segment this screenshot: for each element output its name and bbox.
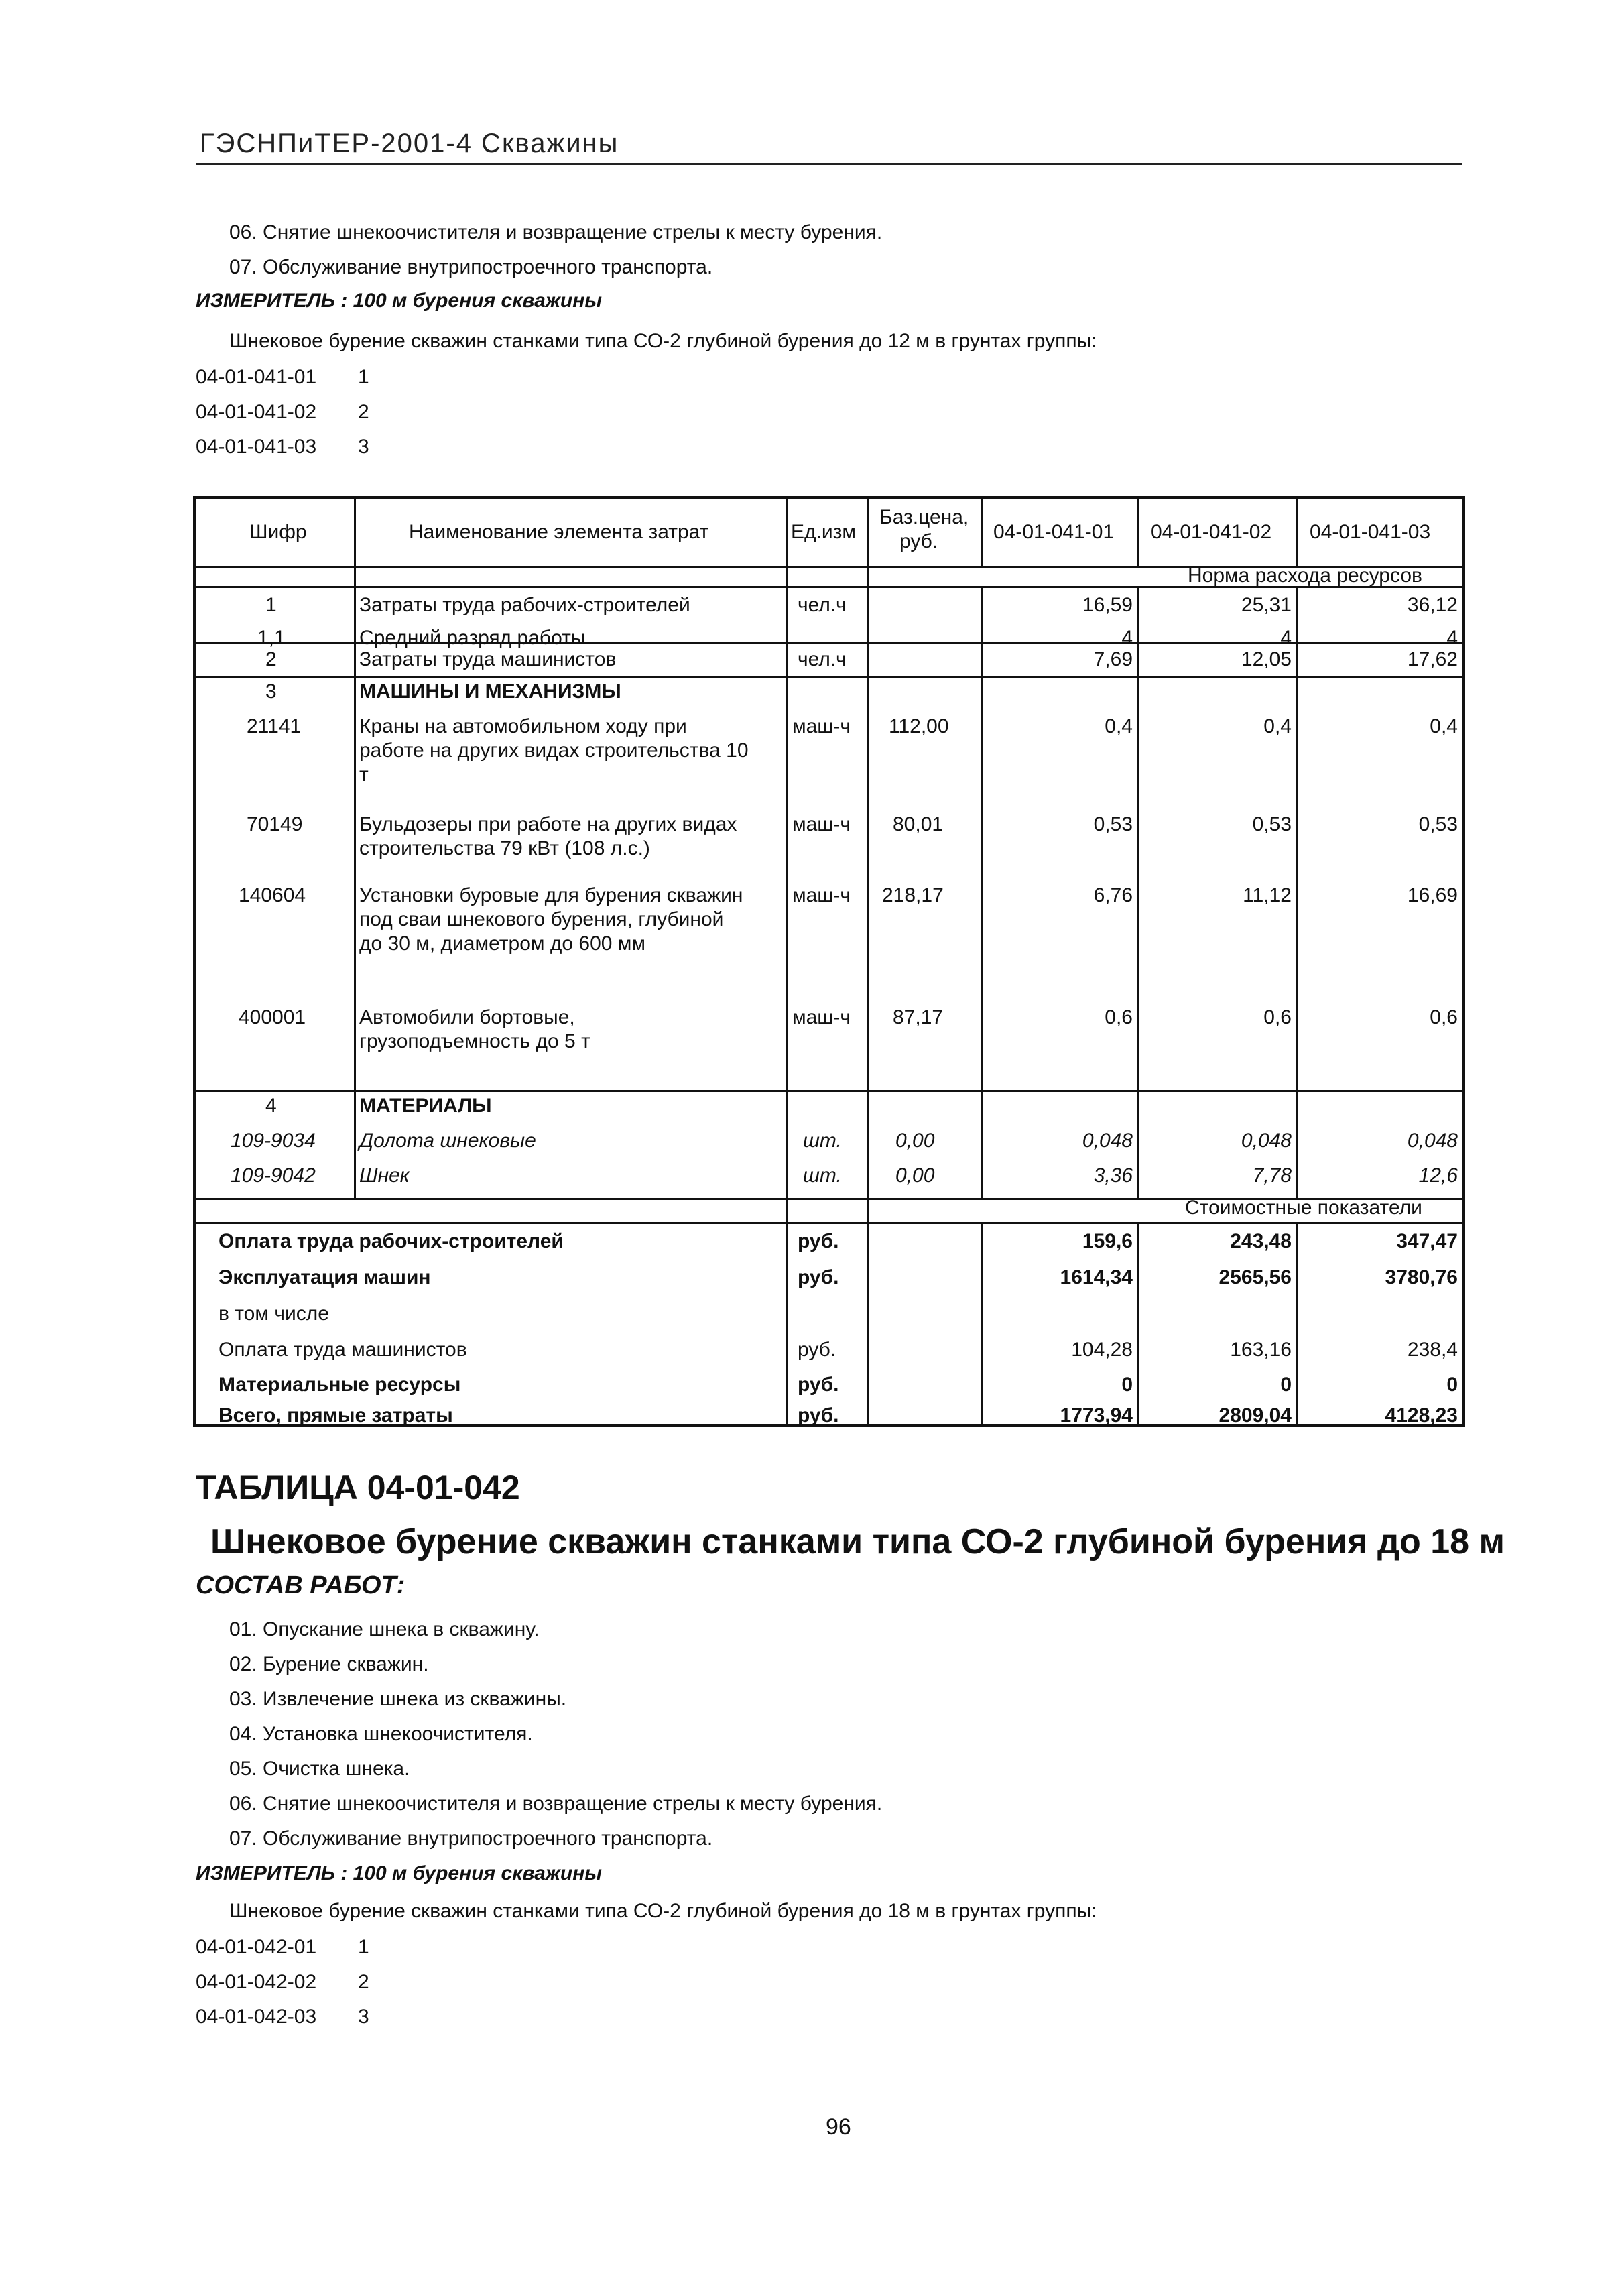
row-name: Бульдозеры при работе на других видах xyxy=(359,813,737,835)
code-group: 1 xyxy=(358,1936,369,1958)
cost-name: Эксплуатация машин xyxy=(219,1266,431,1288)
row-value-col2: 7,78 xyxy=(1252,1164,1292,1187)
document-header-title: ГЭСНПиТЕР-2001-4 Скважины xyxy=(200,129,619,158)
row-unit: маш-ч xyxy=(792,884,851,906)
row-value-col1: 16,59 xyxy=(1082,594,1133,616)
code-group: 2 xyxy=(358,1971,369,1993)
code-group: 1 xyxy=(358,366,369,388)
cost-value-col3: 0 xyxy=(1446,1374,1458,1396)
work-composition-label: СОСТАВ РАБОТ: xyxy=(196,1571,406,1599)
row-value-col2: 25,31 xyxy=(1241,594,1292,616)
col-divider xyxy=(981,499,983,566)
row-name: Средний разряд работы xyxy=(359,627,586,649)
row-price: 0,00 xyxy=(895,1164,935,1187)
col-divider xyxy=(1296,1222,1298,1427)
row-value-col3: 0,048 xyxy=(1407,1130,1458,1152)
cost-value-col2: 243,48 xyxy=(1230,1230,1292,1252)
row-price: 112,00 xyxy=(889,715,949,737)
cost-unit: руб. xyxy=(798,1374,839,1396)
row-code: 70149 xyxy=(247,813,303,835)
row-unit: чел.ч xyxy=(798,594,847,616)
work-item: 01. Опускание шнека в скважину. xyxy=(229,1618,540,1640)
row-name-cont: работе на других видах строительства 10 xyxy=(359,739,749,762)
row-value-col2: 0,6 xyxy=(1263,1006,1292,1028)
row-code: 400001 xyxy=(239,1006,306,1028)
section-machines: МАШИНЫ И МЕХАНИЗМЫ xyxy=(359,680,621,703)
row-value-col3: 36,12 xyxy=(1407,594,1458,616)
header-col1: 04-01-041-01 xyxy=(993,521,1115,543)
row-value-col1: 0,048 xyxy=(1082,1130,1133,1152)
row-value-col3: 16,69 xyxy=(1407,884,1458,906)
row-unit: шт. xyxy=(803,1130,842,1152)
row-divider xyxy=(196,1090,1462,1092)
row-name: Краны на автомобильном ходу при xyxy=(359,715,687,737)
cost-unit: руб. xyxy=(798,1404,839,1427)
header-price: Баз.цена, xyxy=(879,506,969,528)
cost-value-col3: 238,4 xyxy=(1407,1339,1458,1361)
row-price: 87,17 xyxy=(893,1006,944,1028)
row-divider xyxy=(196,1222,1462,1224)
description-line: Шнековое бурение скважин станками типа СО-2 глубиной бурения до 12 м в грунтах группы: xyxy=(229,330,1097,352)
cost-value-col3: 4128,23 xyxy=(1385,1404,1458,1427)
col-divider xyxy=(1137,1222,1139,1427)
work-item: 07. Обслуживание внутрипостроечного транспорта. xyxy=(229,1827,713,1850)
row-value-col2: 11,12 xyxy=(1243,884,1292,906)
row-name-cont: до 30 м, диаметром до 600 мм xyxy=(359,932,646,955)
row-name: Шнек xyxy=(359,1164,410,1187)
header-code: Шифр xyxy=(249,521,307,543)
work-item: 05. Очистка шнека. xyxy=(229,1758,410,1780)
row-divider xyxy=(196,676,1462,678)
page-number: 96 xyxy=(826,2114,851,2140)
row-value-col3: 4 xyxy=(1446,627,1458,649)
row-name-cont: т xyxy=(359,764,369,786)
row-value-col3: 0,4 xyxy=(1430,715,1458,737)
row-code: 1 xyxy=(265,594,277,616)
row-name: Установки буровые для бурения скважин xyxy=(359,884,743,906)
row-name: Долота шнековые xyxy=(359,1130,536,1152)
row-value-col2: 0,53 xyxy=(1252,813,1292,835)
row-price: 218,17 xyxy=(882,884,944,906)
row-code: 4 xyxy=(265,1095,277,1117)
code-item: 04-01-041-02 xyxy=(196,401,317,423)
row-value-col1: 0,4 xyxy=(1105,715,1133,737)
row-code: 109-9034 xyxy=(231,1130,316,1152)
row-value-col1: 3,36 xyxy=(1093,1164,1133,1187)
cost-value-col2: 2809,04 xyxy=(1219,1404,1292,1427)
cost-name: Оплата труда рабочих-строителей xyxy=(219,1230,564,1252)
cost-value-col1: 1773,94 xyxy=(1060,1404,1133,1427)
cost-name: Оплата труда машинистов xyxy=(219,1339,467,1361)
row-value-col1: 4 xyxy=(1121,627,1133,649)
cost-value-col1: 104,28 xyxy=(1071,1339,1133,1361)
row-value-col1: 7,69 xyxy=(1093,648,1133,670)
row-unit: маш-ч xyxy=(792,715,851,737)
row-value-col3: 12,6 xyxy=(1418,1164,1458,1187)
intro-line-07: 07. Обслуживание внутрипостроечного транспорта. xyxy=(229,256,713,278)
work-item: 04. Установка шнекоочистителя. xyxy=(229,1723,533,1745)
cost-name: Материальные ресурсы xyxy=(219,1374,461,1396)
col-divider xyxy=(786,499,788,1427)
row-code: 21141 xyxy=(247,715,302,737)
measure-line: ИЗМЕРИТЕЛЬ : 100 м бурения скважины xyxy=(196,1862,602,1884)
work-item: 02. Бурение скважин. xyxy=(229,1653,429,1675)
row-code: 140604 xyxy=(239,884,306,906)
header-name: Наименование элемента затрат xyxy=(409,521,709,543)
row-code: 1,1 xyxy=(257,627,286,649)
row-code: 109-9042 xyxy=(231,1164,316,1187)
row-price: 0,00 xyxy=(895,1130,935,1152)
description-line: Шнековое бурение скважин станками типа СО-2 глубиной бурения до 18 м в грунтах группы: xyxy=(229,1900,1097,1922)
row-value-col1: 0,53 xyxy=(1093,813,1133,835)
cost-value-col1: 1614,34 xyxy=(1060,1266,1133,1288)
cost-value-col3: 3780,76 xyxy=(1385,1266,1458,1288)
cost-value-col1: 0 xyxy=(1121,1374,1133,1396)
row-unit: маш-ч xyxy=(792,1006,851,1028)
measure-line: ИЗМЕРИТЕЛЬ : 100 м бурения скважины xyxy=(196,290,602,312)
col-divider xyxy=(354,499,356,1198)
cost-value-col2: 2565,56 xyxy=(1219,1266,1292,1288)
section-materials: МАТЕРИАЛЫ xyxy=(359,1095,492,1117)
row-value-col2: 4 xyxy=(1280,627,1292,649)
header-rule xyxy=(196,163,1462,165)
row-name: Автомобили бортовые, xyxy=(359,1006,575,1028)
row-price: 80,01 xyxy=(893,813,944,835)
header-unit: Ед.изм xyxy=(791,521,856,543)
row-name-cont: под сваи шнекового бурения, глубиной xyxy=(359,908,724,930)
cost-unit: руб. xyxy=(798,1266,839,1288)
col-divider xyxy=(1296,499,1298,566)
resource-table xyxy=(193,496,1465,1427)
row-value-col3: 17,62 xyxy=(1407,648,1458,670)
cost-value-col1: 159,6 xyxy=(1082,1230,1133,1252)
row-code: 2 xyxy=(265,648,277,670)
code-item: 04-01-041-01 xyxy=(196,366,317,388)
cost-value-col3: 347,47 xyxy=(1396,1230,1458,1252)
col-divider xyxy=(981,1222,983,1427)
cost-subheading: в том числе xyxy=(219,1303,329,1325)
row-value-col1: 0,6 xyxy=(1105,1006,1133,1028)
code-item: 04-01-042-02 xyxy=(196,1971,317,1993)
cost-label: Стоимостные показатели xyxy=(1185,1197,1422,1219)
intro-line-06: 06. Снятие шнекоочистителя и возвращение стрелы к месту бурения. xyxy=(229,221,883,243)
code-group: 3 xyxy=(358,436,369,458)
row-value-col1: 6,76 xyxy=(1093,884,1133,906)
code-item: 04-01-042-03 xyxy=(196,2006,317,2028)
col-divider xyxy=(867,499,869,1427)
row-code: 3 xyxy=(265,680,277,703)
cost-value-col2: 0 xyxy=(1280,1374,1292,1396)
work-item: 03. Извлечение шнека из скважины. xyxy=(229,1688,567,1710)
row-value-col2: 0,4 xyxy=(1263,715,1292,737)
norm-label: Норма расхода ресурсов xyxy=(1188,564,1422,587)
row-name: Затраты труда машинистов xyxy=(359,648,617,670)
col-divider xyxy=(1137,499,1139,566)
code-item: 04-01-041-03 xyxy=(196,436,317,458)
work-item: 06. Снятие шнекоочистителя и возвращение стрелы к месту бурения. xyxy=(229,1793,883,1815)
header-col3: 04-01-041-03 xyxy=(1310,521,1431,543)
cost-unit: руб. xyxy=(798,1339,836,1361)
row-unit: шт. xyxy=(803,1164,842,1187)
row-unit: маш-ч xyxy=(792,813,851,835)
cost-total-name: Всего, прямые затраты xyxy=(219,1404,453,1427)
cost-unit: руб. xyxy=(798,1230,839,1252)
row-value-col2: 12,05 xyxy=(1241,648,1292,670)
row-name: Затраты труда рабочих-строителей xyxy=(359,594,690,616)
cost-value-col2: 163,16 xyxy=(1230,1339,1292,1361)
row-value-col3: 0,6 xyxy=(1430,1006,1458,1028)
row-value-col2: 0,048 xyxy=(1241,1130,1292,1152)
header-price-unit: руб. xyxy=(899,530,938,552)
row-unit: чел.ч xyxy=(798,648,847,670)
row-name-cont: строительства 79 кВт (108 л.с.) xyxy=(359,837,650,859)
table-title: ТАБЛИЦА 04-01-042 xyxy=(196,1469,520,1506)
section-heading: Шнековое бурение скважин станками типа СО-2 глубиной бурения до 18 м xyxy=(210,1522,1505,1561)
code-group: 3 xyxy=(358,2006,369,2028)
code-item: 04-01-042-01 xyxy=(196,1936,317,1958)
code-group: 2 xyxy=(358,401,369,423)
header-col2: 04-01-041-02 xyxy=(1151,521,1272,543)
row-value-col3: 0,53 xyxy=(1418,813,1458,835)
row-name-cont: грузоподъемность до 5 т xyxy=(359,1030,590,1052)
